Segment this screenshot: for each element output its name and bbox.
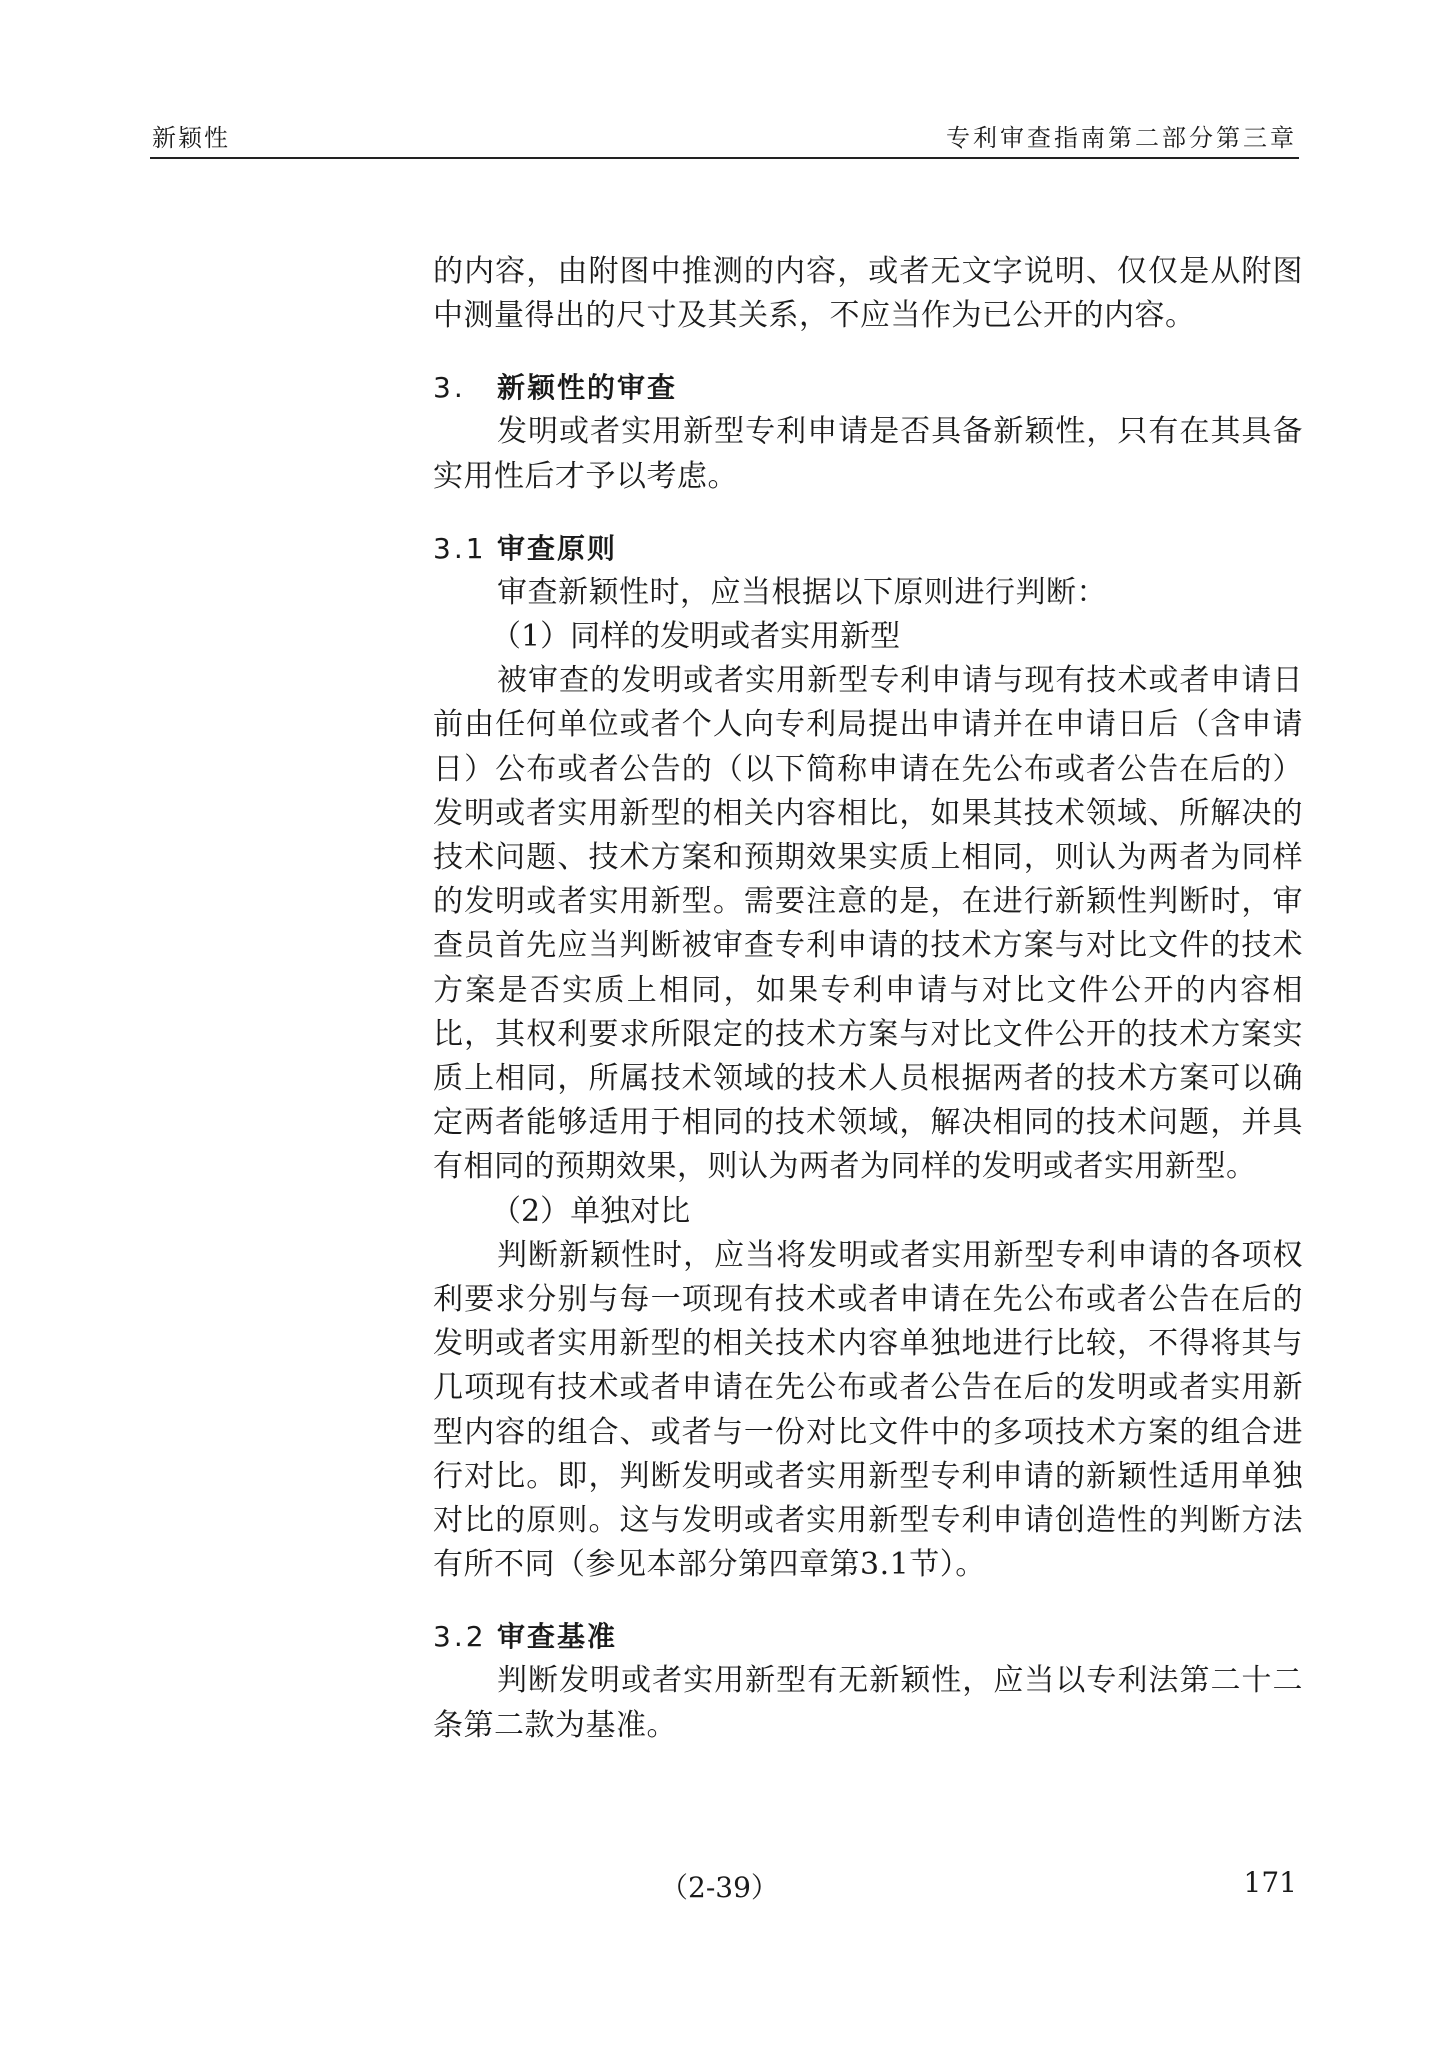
section-heading-3-2 xyxy=(433,1615,1303,1659)
section-3-paragraph: 发明或者实用新型专利申请是否具备新颖性，只有在其具备实用性后才予以考虑。 xyxy=(433,414,1303,494)
section-heading-3 xyxy=(433,366,1303,410)
section-title: 审查原则 xyxy=(497,531,618,565)
running-header-left: 新颖性 xyxy=(152,124,230,152)
section-3-2-paragraph: 判断发明或者实用新型有无新颖性，应当以专利法第二十二条第二款为基准。 xyxy=(433,1663,1303,1743)
section-title: 新颖性的审查 xyxy=(497,371,678,405)
list-item-2-paragraph: 判断新颖性时，应当将发明或者实用新型专利申请的各项权利要求分别与每一项现有技术或者申请在先公布或者公告在后的发明或者实用新型的相关技术内容单独地进行比较，不得将其与几项现有技术或者申请在先公布或者公告在后的发明或者实用新型内容的组合、或者与一份对比文件中的多项技术方案的组合进行对比。即，判断发明或者实用新型专利申请的新颖性适用单独对比的原则。这与发明或者实用新型专利申请创造性的判断方法有所不同（参见本部分第四章第3.1节）。 xyxy=(433,1237,1303,1583)
section-3-1-paragraph: 审查新颖性时，应当根据以下原则进行判断： xyxy=(497,574,1107,610)
section-title: 审查基准 xyxy=(497,1620,618,1654)
header-divider xyxy=(150,157,1299,159)
section-number: 3. xyxy=(433,371,466,405)
section-number: 3.2 xyxy=(433,1620,487,1654)
intro-paragraph: 的内容，由附图中推测的内容，或者无文字说明、仅仅是从附图中测量得出的尺寸及其关系，不应当作为已公开的内容。 xyxy=(433,254,1303,334)
page-number: 171 xyxy=(1243,1866,1297,1899)
section-number: 3.1 xyxy=(433,531,487,565)
list-item-1-paragraph: 被审查的发明或者实用新型专利申请与现有技术或者申请日前由任何单位或者个人向专利局提出申请并在申请日后（含申请日）公布或者公告的（以下简称申请在先公布或者公告在后的）发明或者实用新型的相关内容相比，如果其技术领域、所解决的技术问题、技术方案和预期效果实质上相同，则认为两者为同样的发明或者实用新型。需要注意的是，在进行新颖性判断时，审查员首先应当判断被审查专利申请的技术方案与对比文件的技术方案是否实质上相同，如果专利申请与对比文件公开的内容相比，其权利要求所限定的技术方案与对比文件公开的技术方案实质上相同，所属技术领域的技术人员根据两者的技术方案可以确定两者能够适用于相同的技术领域，解决相同的技术问题，并具有相同的预期效果，则认为两者为同样的发明或者实用新型。 xyxy=(433,663,1303,1185)
page-body xyxy=(433,250,1303,1748)
section-heading-3-1 xyxy=(433,527,1303,571)
footer-section-label: （2-39） xyxy=(660,1871,779,1904)
running-header-right: 专利审查指南第二部分第三章 xyxy=(946,124,1297,152)
list-item-2-heading: （2）单独对比 xyxy=(491,1193,691,1229)
list-item-1-heading: （1）同样的发明或者实用新型 xyxy=(491,619,901,655)
